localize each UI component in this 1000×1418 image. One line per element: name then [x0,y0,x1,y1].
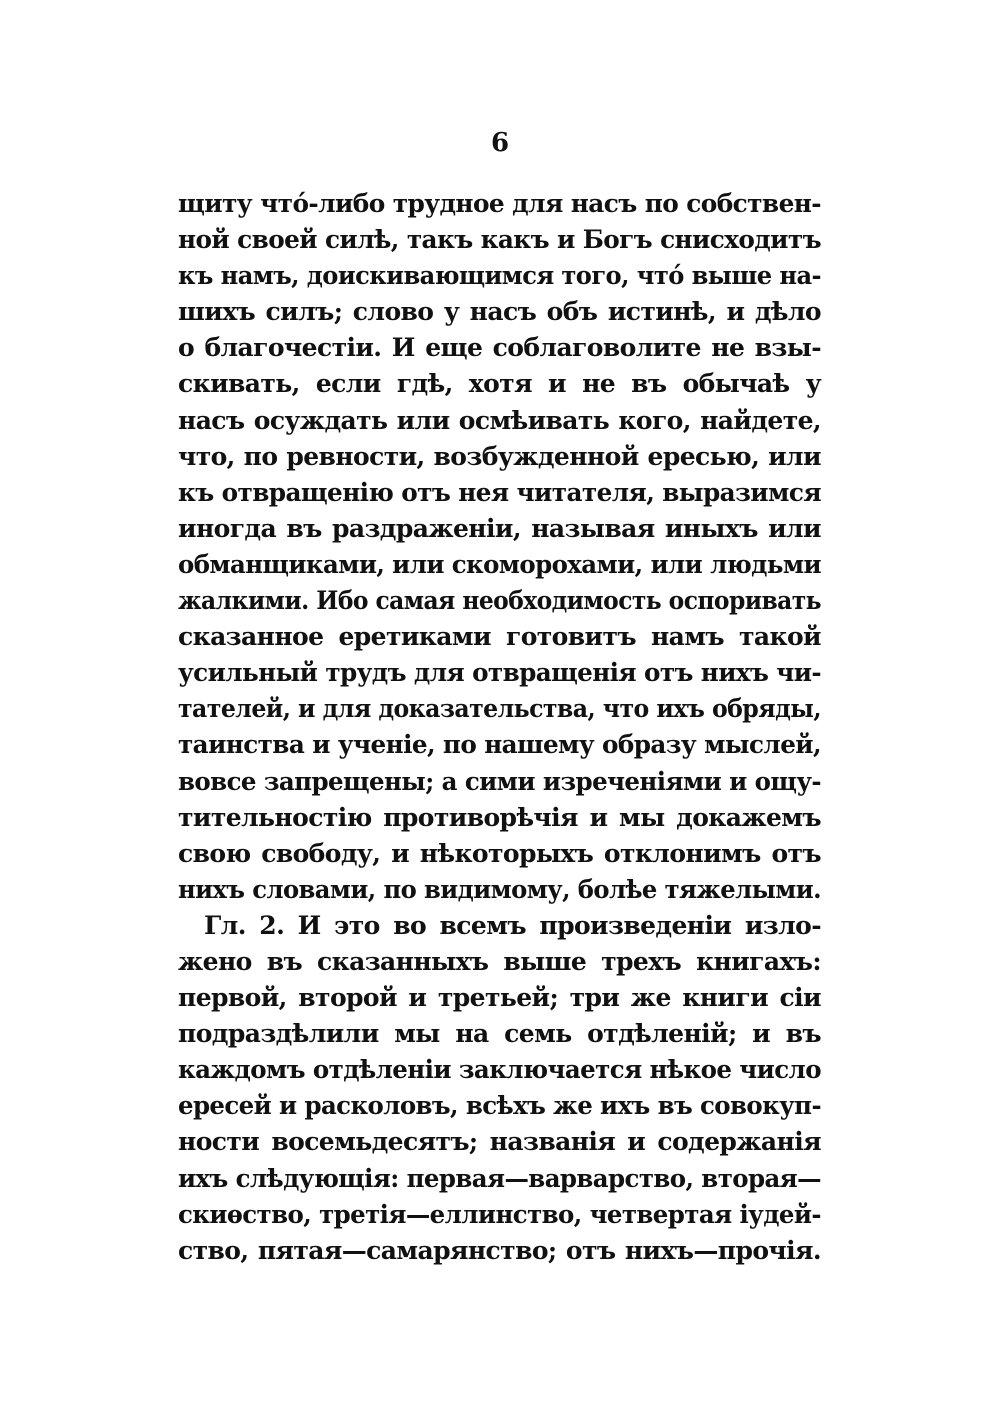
text-line: къ намъ, доискивающимся того, что́ выше на- [178,261,821,291]
text-line: ересей и расколовъ, всѣхъ же ихъ въ совокуп- [178,1091,821,1121]
chapter-start-line: Гл. 2. И это во всемъ произведеніи изло- [204,910,821,940]
page-number: 6 [490,128,510,158]
text-line: что, по ревности, возбужденной ересью, или [178,441,821,471]
text-line: каждомъ отдѣленіи заключается нѣкое число [178,1055,821,1085]
text-line: ности восемьдесятъ; названія и содержанія [178,1127,821,1157]
text-line: тателей, и для доказательства, что ихъ обряды, [178,694,821,724]
text-line: нихъ словами, по видимому, болѣе тяжелыми. [178,874,821,904]
text-line: жалкими. Ибо самая необходимость оспоривать [178,586,821,616]
text-line: вовсе запрещены; а сими изреченіями и ощу- [178,766,821,796]
text-line: первой, второй и третьей; три же книги сіи [178,983,821,1013]
text-line: иногда въ раздраженіи, называя иныхъ или [178,513,821,543]
text-line: тительностію противорѣчія и мы докажемъ [178,802,821,832]
text-line: щиту что́-либо трудное для насъ по собствен- [178,189,821,218]
body-text [178,186,821,1269]
text-line: къ отвращенію отъ нея читателя, выразимся [178,477,821,507]
text-line: ной своей силѣ, такъ какъ и Богъ снисходитъ [178,225,821,255]
text-line: о благочестіи. И еще соблаговолите не взы- [178,333,821,363]
text-line: скивать, если гдѣ, хотя и не въ обычаѣ у [178,369,821,399]
text-line: свою свободу, и нѣкоторыхъ отклонимъ отъ [178,838,821,868]
text-line: ство, пятая—самарянство; отъ нихъ—прочія. [178,1235,821,1265]
text-line: шихъ силъ; слово у насъ объ истинѣ, и дѣло [178,297,821,327]
text-line: таинства и ученіе, по нашему образу мыслей, [178,730,821,760]
text-line: сказанное еретиками готовитъ намъ такой [178,622,821,652]
text-line: насъ осуждать или осмѣивать кого, найдете, [178,405,821,435]
text-line: жено въ сказанныхъ выше трехъ книгахъ: [178,946,821,976]
text-line: скиѳство, третія—еллинство, четвертая іудей- [178,1199,821,1229]
text-line: обманщиками, или скоморохами, или людьми [178,549,821,579]
text-line: усильный трудъ для отвращенія отъ нихъ чи- [178,658,821,688]
text-line: ихъ слѣдующія: первая—варварство, вторая— [178,1163,821,1193]
text-line: подраздѣлили мы на семь отдѣленій; и въ [178,1019,821,1049]
